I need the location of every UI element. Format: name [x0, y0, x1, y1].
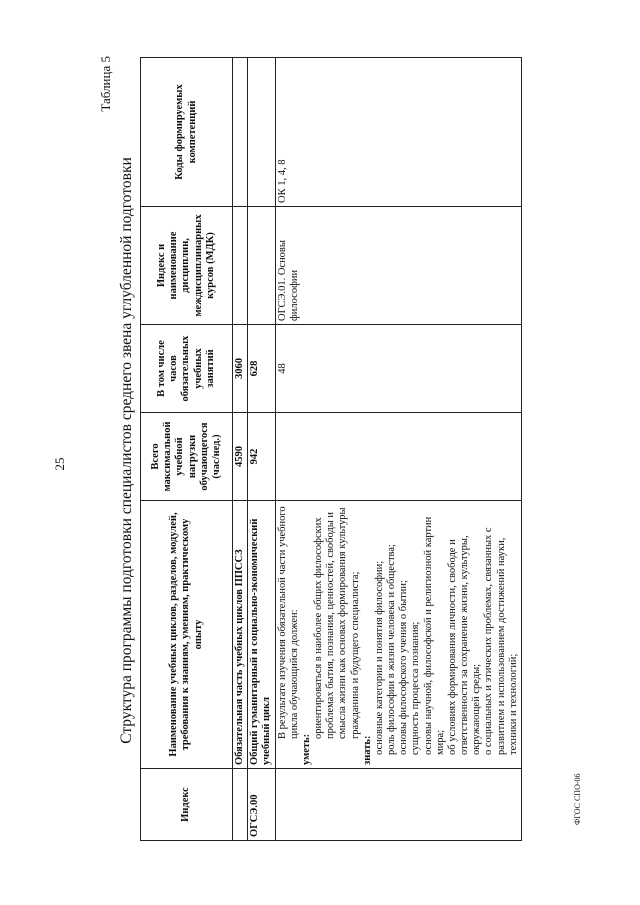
znat-item: о социальных и этических проблемах, связанных с развитием и использованием достижений науки, техники и технологий;: [483, 527, 519, 755]
table-row-detail: [275, 58, 521, 841]
cell-competences: [233, 58, 248, 207]
header-max-load: Всего максимальной учебной нагрузки обучающегося (час/нед.): [141, 413, 233, 501]
header-discipline: Индекс и наименование дисциплин, междисциплинарных курсов (МДК): [141, 207, 233, 325]
header-row: [141, 58, 233, 841]
znat-item: сущность процесса познания;: [410, 621, 422, 755]
cell-competences: ОК 1, 4, 8: [275, 58, 521, 207]
table-title: Структура программы подготовки специалистов среднего звена углубленной подготовки: [118, 157, 135, 744]
page-number: 25: [52, 457, 67, 471]
cell-mandatory: 3060: [233, 325, 248, 413]
znat-item: роль философии в жизни человека и общества;: [386, 544, 398, 755]
znat-item: основы научной, философской и религиозной картин мира;: [422, 516, 446, 755]
cell-index: [233, 769, 248, 841]
header-mandatory: В том числе часов обязательных учебных занятий: [141, 325, 233, 413]
header-competences: Коды формируемых компетенций: [141, 58, 233, 207]
cell-discipline: [248, 207, 275, 325]
header-name: Наименование учебных циклов, разделов, модулей, требования к знаниям, умениям, практическому опыту: [141, 501, 233, 769]
cell-max-load: [275, 413, 521, 501]
znat-item: об условиях формирования личности, свободе и ответственности за сохранение жизни, культуры, окружающей среды;: [446, 535, 483, 755]
footer-code: ФГОС СПО-06: [573, 773, 582, 825]
cell-competences: [248, 58, 275, 207]
rotated-table-page: [98, 48, 603, 853]
cell-index: [275, 769, 521, 841]
znat-item: основные категории и понятия философии;: [373, 560, 385, 755]
umet-item: ориентироваться в наиболее общих философских проблемах бытия, познания, ценностей, свободы и смысла жизни как основах формирования культуры гражданина и будущего специалиста;: [313, 507, 361, 739]
header-index: Индекс: [141, 769, 233, 841]
table-row-mandatory-part: [233, 58, 248, 841]
intro-text: В результате изучения обязательной части учебного цикла обучающийся должен:: [276, 506, 300, 739]
program-structure-table: [140, 57, 522, 841]
cell-mandatory: 48: [275, 325, 521, 413]
cell-name: Общий гуманитарный и социально-экономический учебный цикл: [248, 501, 275, 769]
table-row-ogse: [248, 58, 275, 841]
cell-name: Обязательная часть учебных циклов ППССЗ: [233, 501, 248, 769]
cell-mandatory: 628: [248, 325, 275, 413]
cell-discipline: [233, 207, 248, 325]
cell-index: ОГСЭ.00: [248, 769, 275, 841]
cell-max-load: 4590: [233, 413, 248, 501]
umet-label: уметь:: [300, 733, 312, 765]
znat-item: основы философского учения о бытии;: [398, 580, 410, 755]
table-caption: Таблица 5: [98, 56, 113, 112]
cell-max-load: 942: [248, 413, 275, 501]
znat-label: знать:: [361, 735, 373, 765]
cell-discipline: ОГСЭ.01. Основы философии: [275, 207, 521, 325]
cell-requirements: [275, 501, 521, 769]
